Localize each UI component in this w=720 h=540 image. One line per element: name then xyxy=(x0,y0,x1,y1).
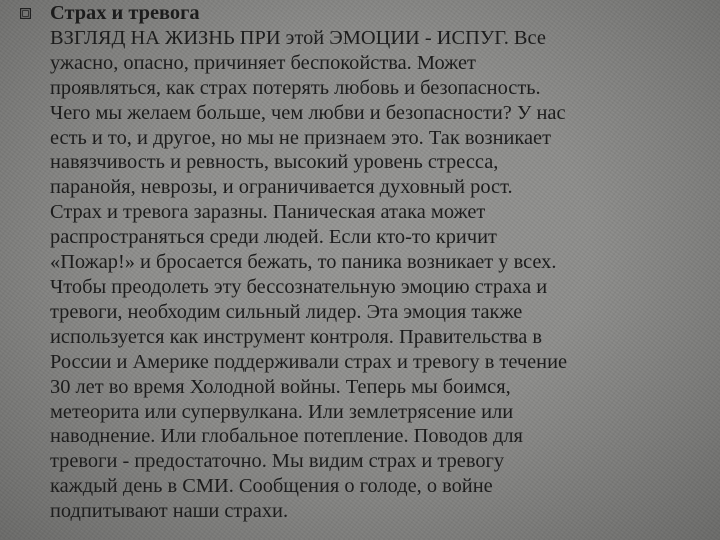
slide-title: Страх и тревога xyxy=(50,2,200,24)
text-line: используется как инструмент контроля. Правительства в xyxy=(50,325,543,348)
empty-square-bullet-icon xyxy=(20,8,31,19)
text-line: Страх и тревога заразны. Паническая атака может xyxy=(50,201,486,224)
slide-body xyxy=(50,1,718,524)
text-line: метеорита или супервулкана. Или землетрясение или xyxy=(50,400,514,423)
text-line: проявляться, как страх потерять любовь и безопасность. xyxy=(50,76,541,99)
text-line: «Пожар!» и бросается бежать, то паника возникает у всех. xyxy=(50,251,557,274)
text-line: 30 лет во время Холодной войны. Теперь мы боимся, xyxy=(50,375,511,398)
text-line: каждый день в СМИ. Сообщения о голоде, о войне xyxy=(50,475,493,498)
text-line: ужасно, опасно, причиняет беспокойства. Может xyxy=(50,51,476,74)
text-line: тревоги - предостаточно. Мы видим страх и тревогу xyxy=(50,450,505,473)
text-line: ВЗГЛЯД НА ЖИЗНЬ ПРИ этой ЭМОЦИИ - ИСПУГ. Все xyxy=(50,26,546,49)
text-line: Чего мы желаем больше, чем любви и безопасности? У нас xyxy=(50,101,566,124)
text-line: Чтобы преодолеть эту бессознательную эмоцию страха и xyxy=(50,275,548,298)
text-line: есть и то, и другое, но мы не признаем это. Так возникает xyxy=(50,126,552,149)
text-line: тревоги, необходим сильный лидер. Эта эмоция также xyxy=(50,300,523,323)
text-line: наводнение. Или глобальное потепление. Поводов для xyxy=(50,425,523,448)
text-line: распространяться среди людей. Если кто-то кричит xyxy=(50,226,497,249)
text-line: навязчивость и ревность, высокий уровень стресса, xyxy=(50,151,499,174)
text-line: подпитывают наши страхи. xyxy=(50,500,289,523)
text-line: России и Америке поддерживали страх и тревогу в течение xyxy=(50,350,568,373)
text-line: паранойя, неврозы, и ограничивается духовный рост. xyxy=(50,176,513,199)
